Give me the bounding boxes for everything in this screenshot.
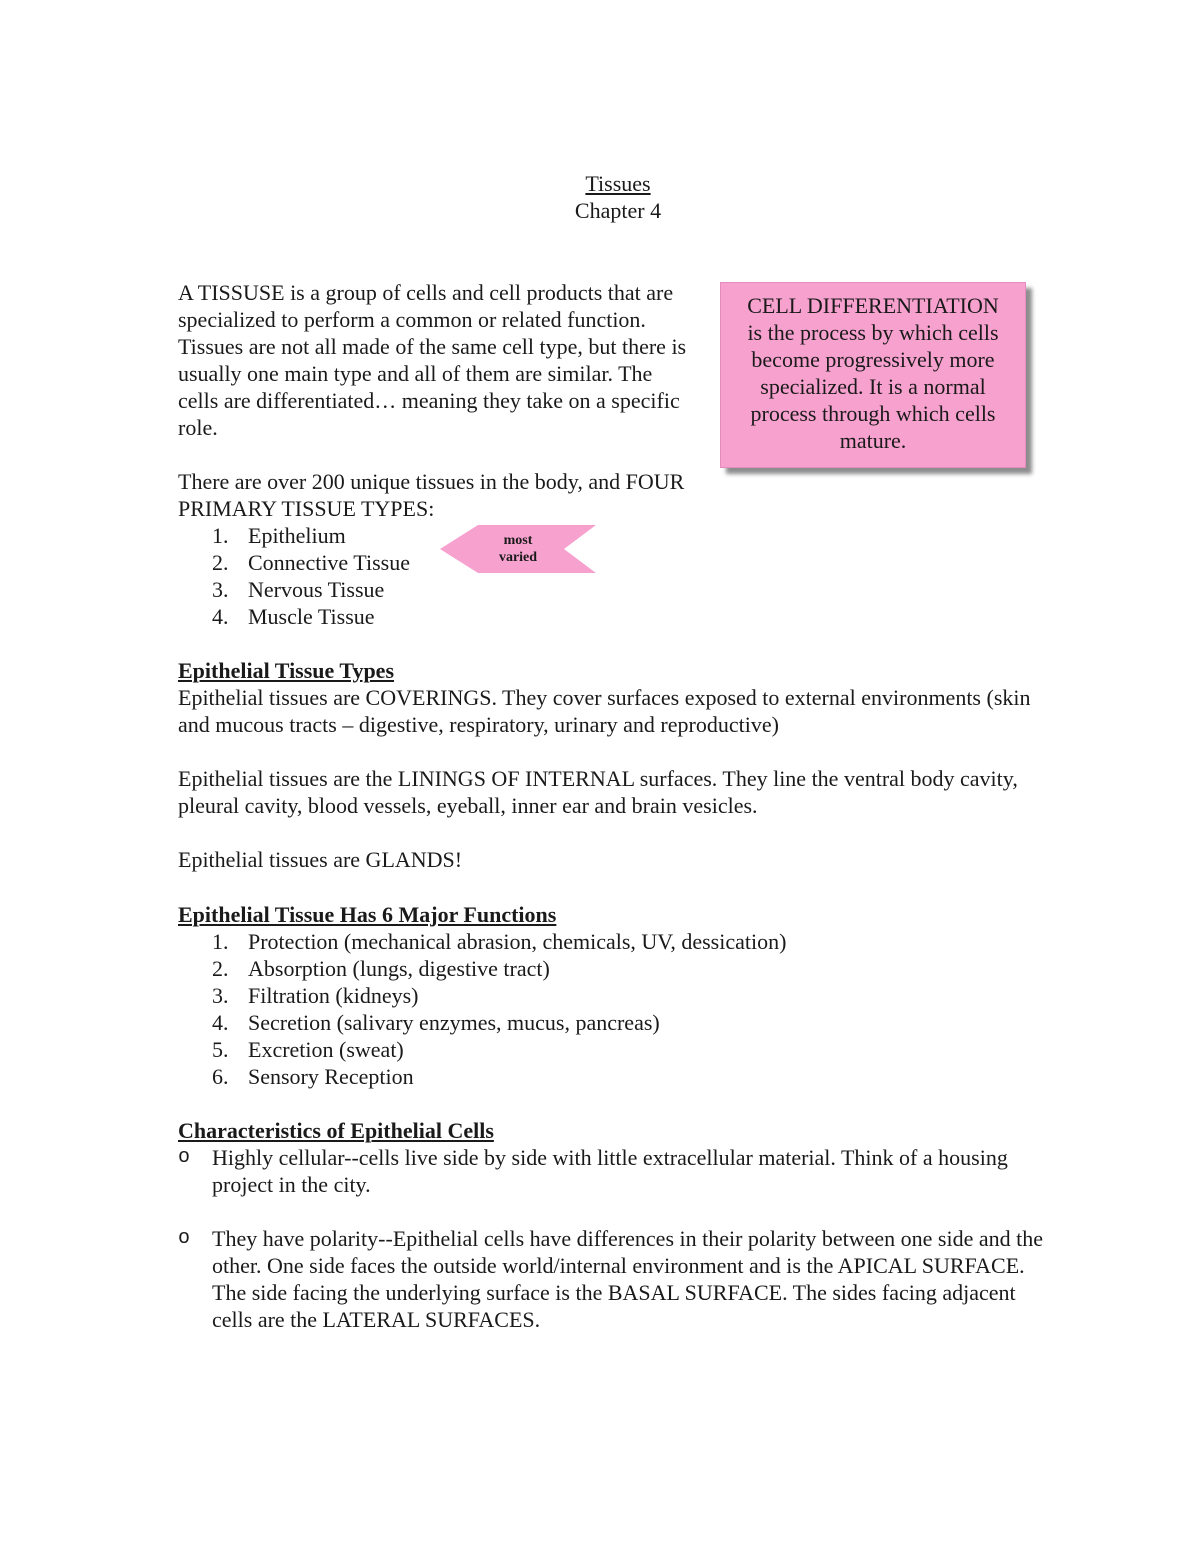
- cell-differentiation-callout: [720, 282, 1026, 468]
- functions-section: [178, 901, 1058, 1090]
- list-item: [178, 1063, 1058, 1090]
- arrow-tag-label: [478, 532, 558, 566]
- list-item: [178, 522, 698, 549]
- page-subtitle: Chapter 4: [574, 198, 662, 223]
- epithelial-glands-paragraph: Epithelial tissues are GLANDS!: [178, 847, 463, 872]
- tissue-types-lead: There are over 200 unique tissues in the body, and FOUR PRIMARY TISSUE TYPES:: [178, 469, 685, 521]
- list-item: [178, 576, 698, 603]
- list-item: [178, 1036, 1058, 1063]
- list-item-label: Absorption (lungs, digestive tract): [248, 956, 550, 981]
- characteristics-heading: Characteristics of Epithelial Cells: [178, 1118, 494, 1143]
- page-header: [0, 170, 1200, 224]
- list-number: 1.: [212, 929, 229, 954]
- list-item-label: Epithelium: [248, 523, 346, 548]
- bullet-icon: o: [178, 1146, 191, 1169]
- list-number: 2.: [212, 550, 229, 575]
- list-number: 3.: [212, 577, 229, 602]
- list-item: [178, 928, 1058, 955]
- arrow-tag-line2: varied: [498, 550, 538, 565]
- list-item-label: Protection (mechanical abrasion, chemicals, UV, dessication): [248, 929, 787, 954]
- list-item: [178, 1225, 1048, 1333]
- bullet-icon: o: [178, 1227, 191, 1250]
- characteristics-section: [178, 1117, 1048, 1333]
- functions-heading: Epithelial Tissue Has 6 Major Functions: [178, 902, 557, 927]
- list-number: 3.: [212, 983, 229, 1008]
- list-item-label: Muscle Tissue: [248, 604, 375, 629]
- list-item: [178, 982, 1058, 1009]
- intro-section: [178, 279, 688, 441]
- list-item-label: Sensory Reception: [248, 1064, 414, 1089]
- callout-heading: CELL DIFFERENTIATION: [747, 293, 999, 318]
- most-varied-arrow-tag: [440, 525, 596, 573]
- list-item-label: Excretion (sweat): [248, 1037, 404, 1062]
- epithelial-types-heading: Epithelial Tissue Types: [178, 658, 395, 683]
- arrow-tag-line1: most: [503, 533, 533, 548]
- list-number: 6.: [212, 1064, 229, 1089]
- epithelial-coverings-paragraph: Epithelial tissues are COVERINGS. They cover surfaces exposed to external environments (skin and mucous tracts – digestive, respiratory, urinary and reproductive): [178, 685, 1031, 737]
- list-item: [178, 603, 698, 630]
- list-item-label: Highly cellular--cells live side by side with little extracellular material. Think of a housing project in the city.: [212, 1145, 1008, 1197]
- callout-body: is the process by which cells become progressively more specialized. It is a normal process through which cells mature.: [747, 320, 999, 453]
- list-item: [178, 1009, 1058, 1036]
- list-item-label: Secretion (salivary enzymes, mucus, pancreas): [248, 1010, 660, 1035]
- list-item: [178, 549, 698, 576]
- tissue-types-list: [178, 522, 698, 630]
- list-number: 5.: [212, 1037, 229, 1062]
- list-number: 1.: [212, 523, 229, 548]
- epithelial-linings-paragraph: Epithelial tissues are the LININGS OF INTERNAL surfaces. They line the ventral body cavity, pleural cavity, blood vessels, eyeball, inner ear and brain vesicles.: [178, 766, 1018, 818]
- list-item: [178, 955, 1058, 982]
- characteristics-list: [178, 1144, 1048, 1198]
- intro-paragraph: A TISSUSE is a group of cells and cell products that are specialized to perform a common or related function. Tissues are not all made of the same cell type, but there is usually one main type and all of them are similar. The cells are differentiated… meaning they take on a specific role.: [178, 280, 687, 440]
- functions-list: [178, 928, 1058, 1090]
- tissue-types-section: [178, 468, 698, 630]
- list-item: [178, 1144, 1048, 1198]
- list-number: 4.: [212, 604, 229, 629]
- list-number: 2.: [212, 956, 229, 981]
- list-number: 4.: [212, 1010, 229, 1035]
- epithelial-types-section: [178, 657, 1058, 873]
- characteristics-list-continued: [178, 1225, 1048, 1333]
- list-item-label: Filtration (kidneys): [248, 983, 419, 1008]
- page-title: Tissues: [585, 171, 651, 196]
- list-item-label: They have polarity--Epithelial cells have differences in their polarity between one side and the other. One side faces the outside world/internal environment and is the APICAL SURFACE. The side facing the underlying surface is the BASAL SURFACE. The sides facing adjacent cells are the LATERAL SURFACES.: [212, 1226, 1043, 1332]
- list-item-label: Connective Tissue: [248, 550, 410, 575]
- list-item-label: Nervous Tissue: [248, 577, 385, 602]
